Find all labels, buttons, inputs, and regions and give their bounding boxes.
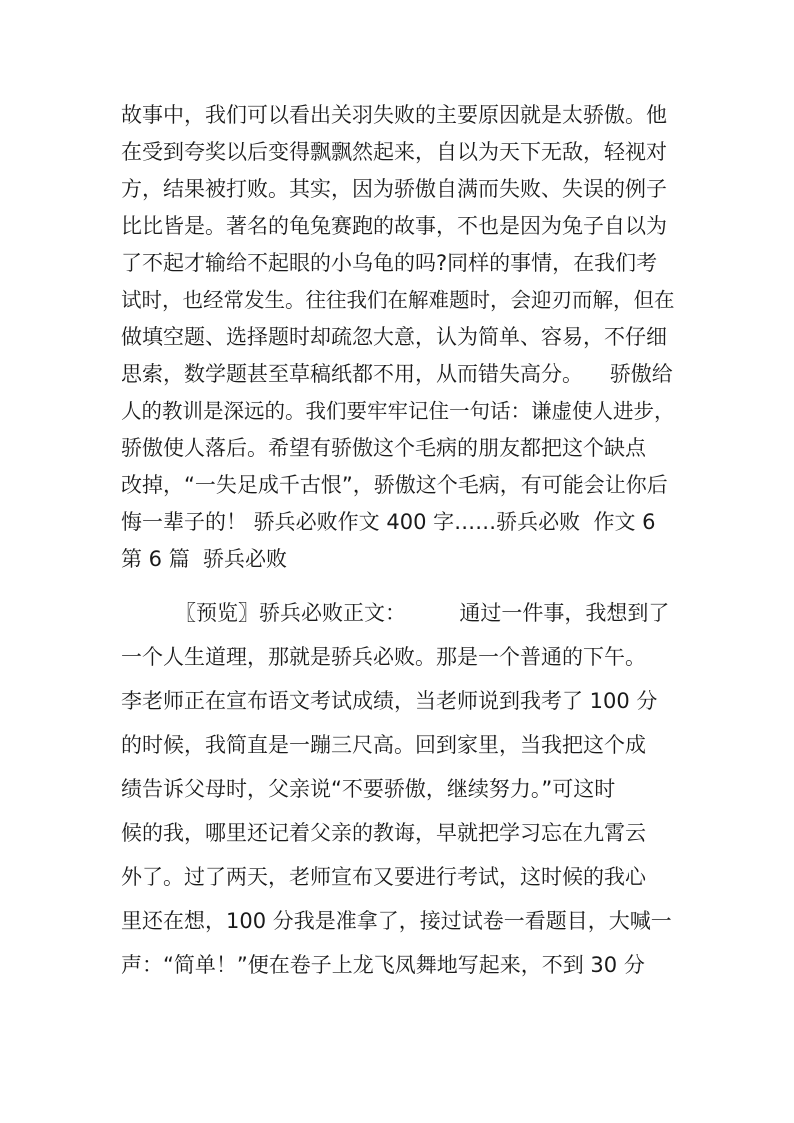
text-line: 悔一辈子的！ 骄兵必败作文 400 字……骄兵必败 作文 6 bbox=[121, 510, 656, 534]
text-line: 方，结果被打败。其实，因为骄傲自满而失败、失误的例子 bbox=[121, 177, 667, 201]
text-line: 声：“简单！”便在卷子上龙飞凤舞地写起来，不到 30 分 bbox=[121, 953, 645, 977]
text-line: 人的教训是深远的。我们要牢牢记住一句话：谦虚使人进步， bbox=[121, 399, 675, 423]
text-line: 〖预览〗骄兵必败正文： 通过一件事，我想到了 bbox=[175, 601, 670, 625]
section-heading: 第 6 篇 骄兵必败 bbox=[121, 547, 288, 571]
text-line: 了不起才输给不起眼的小乌龟的吗?同样的事情，在我们考 bbox=[121, 251, 658, 275]
text-line: 思索，数学题甚至草稿纸都不用，从而错失高分。 骄傲给 bbox=[121, 362, 673, 386]
text-line: 候的我，哪里还记着父亲的教诲，早就把学习忘在九霄云 bbox=[121, 821, 646, 845]
text-line: 在受到夸奖以后变得飘飘然起来，自以为天下无敌，轻视对 bbox=[121, 140, 667, 164]
text-line: 比比皆是。著名的龟兔赛跑的故事，不也是因为兔子自以为 bbox=[121, 214, 667, 238]
text-line: 故事中，我们可以看出关羽失败的主要原因就是太骄傲。他 bbox=[121, 103, 667, 127]
text-line: 里还在想，100 分我是准拿了，接过试卷一看题目，大喊一 bbox=[121, 909, 672, 933]
text-line: 一个人生道理，那就是骄兵必败。那是一个普通的下午。 bbox=[121, 645, 646, 669]
text-line: 骄傲使人落后。希望有骄傲这个毛病的朋友都把这个缺点 bbox=[121, 436, 646, 460]
text-line: 的时候，我简直是一蹦三尺高。回到家里，当我把这个成 bbox=[121, 733, 646, 757]
text-line: 外了。过了两天，老师宣布又要进行考试，这时候的我心 bbox=[121, 865, 646, 889]
text-line: 李老师正在宣布语文考试成绩，当老师说到我考了 100 分 bbox=[121, 689, 658, 713]
text-line: 做填空题、选择题时却疏忽大意，认为简单、容易，不仔细 bbox=[121, 325, 667, 349]
text-line: 绩告诉父母时，父亲说“不要骄傲，继续努力。”可这时 bbox=[121, 777, 616, 801]
text-line: 改掉，“一失足成千古恨”，骄傲这个毛病，有可能会让你后 bbox=[121, 473, 668, 497]
text-line: 试时，也经常发生。往往我们在解难题时，会迎刃而解，但在 bbox=[121, 288, 675, 312]
